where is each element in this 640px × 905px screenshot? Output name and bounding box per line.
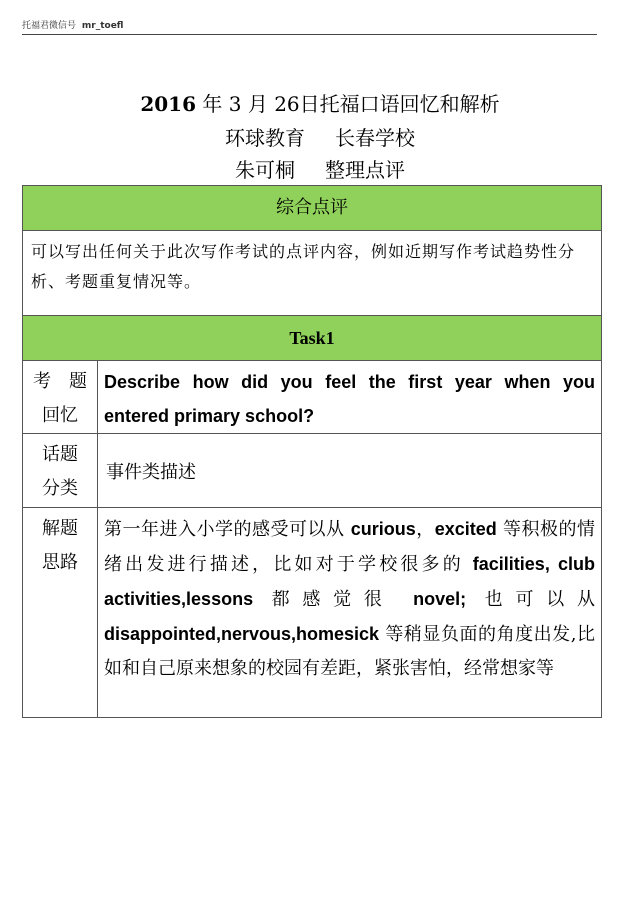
approach-segment: 都感觉很 [253,589,414,610]
label-line: 分类 [42,478,78,499]
approach-segment: ， [415,519,435,540]
author-name: 朱可桐 [235,158,295,182]
org-name: 环球教育 [225,126,305,150]
title-day: 26 [274,92,300,116]
document-title [0,88,640,117]
wechat-label: 托福君微信号 [22,21,77,31]
approach-segment: disappointed,nervous,homesick [104,624,380,644]
author-role: 整理点评 [325,158,405,182]
row-label-question [23,361,98,434]
label-line: 回忆 [42,405,78,426]
header-divider [22,34,597,35]
approach-segment: facilities, club activities,lessons [104,554,595,609]
title-text-a: 年 [202,92,223,116]
table-row [23,508,602,718]
table-row [23,434,602,508]
title-month: 3 [228,92,242,116]
approach-segment: 等积极的情绪出发进行描述，比如对于学校很多的 [104,519,595,575]
approach-segment: curious [350,519,416,539]
org-line [0,122,640,151]
summary-body: 可以写出任何关于此次写作考试的点评内容，例如近期写作考试趋势性分析、考题重复情况等。 [23,231,602,316]
title-text-b: 月 [247,92,268,116]
category-text: 事件类描述 [98,434,602,508]
wechat-handle: mr_toefl [81,21,124,31]
table-row [23,361,602,434]
approach-segment: novel; [413,589,467,609]
review-table [22,185,602,718]
approach-segment: excited [434,519,497,539]
question-text: Describe how did you feel the first year when you entered primary school? [98,361,602,434]
label-line: 解题 [42,518,78,539]
approach-text [98,508,602,718]
title-year: 2016 [140,92,197,116]
approach-segment: 也可以从 [466,589,595,610]
title-text-c: 日托福口语回忆和解析 [299,92,500,116]
approach-segment: 等稍显负面的角度出发,比如和自己原来想象的校园有差距，紧张害怕，经常想家等 [104,624,595,679]
summary-heading: 综合点评 [23,186,602,231]
watermark-header [22,18,597,31]
row-label-category [23,434,98,508]
author-line [0,154,640,183]
approach-segment: 第一年进入小学的感受可以从 [104,519,351,540]
task-heading: Task1 [23,316,602,361]
label-line: 考 题 [33,371,87,392]
label-line: 思路 [42,552,78,573]
row-label-approach [23,508,98,718]
label-line: 话题 [42,444,78,465]
campus-name: 长春学校 [335,126,415,150]
